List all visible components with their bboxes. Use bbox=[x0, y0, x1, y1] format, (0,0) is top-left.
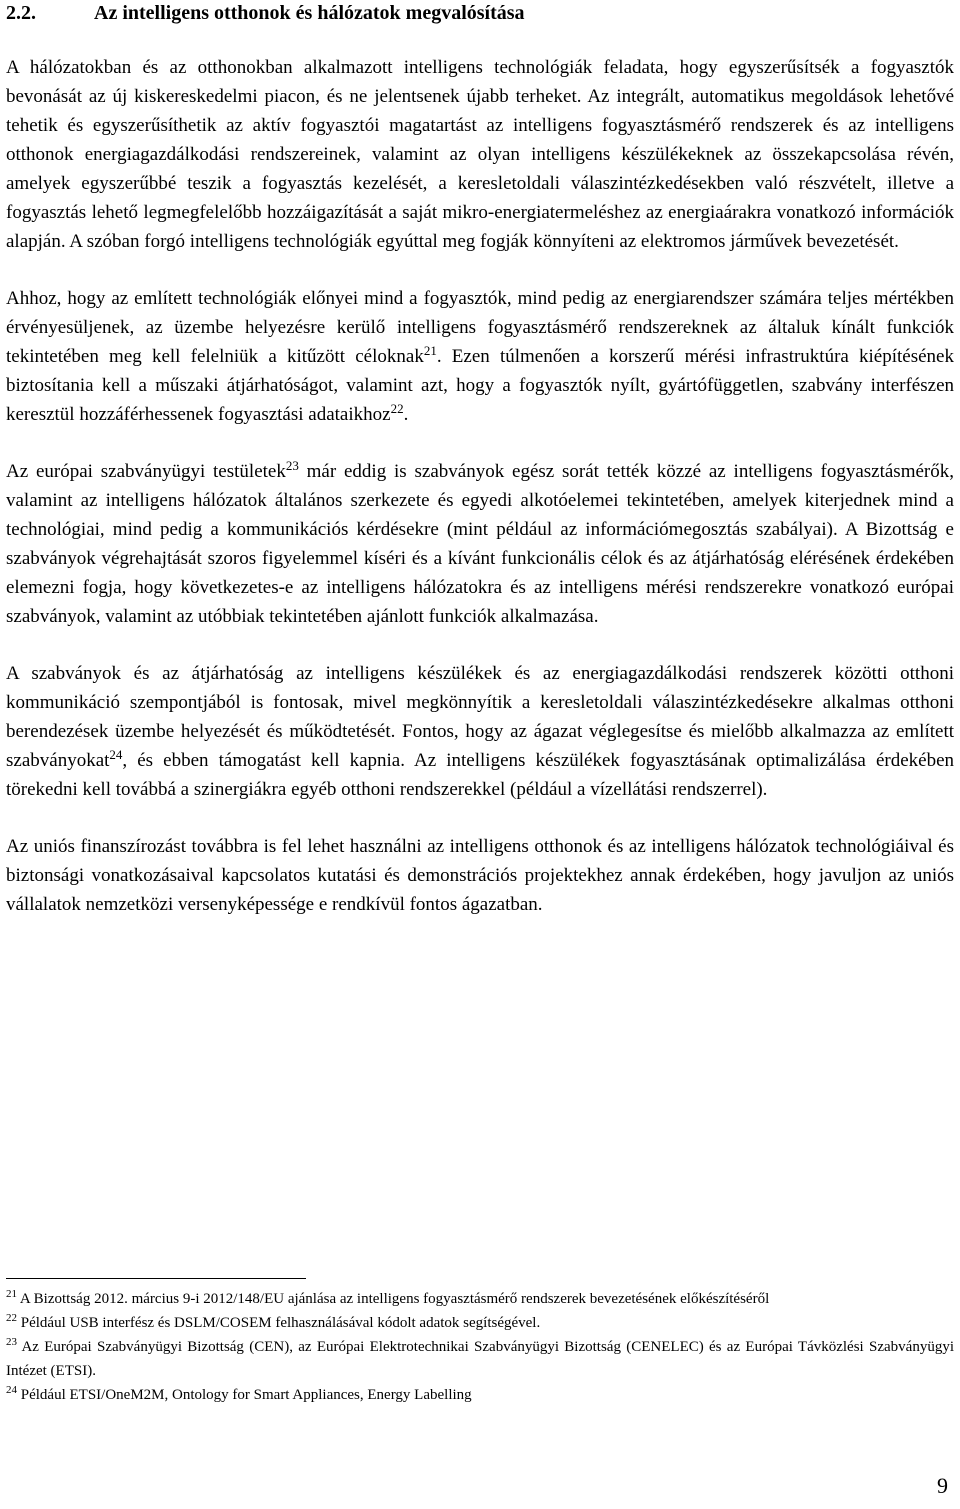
paragraph-2-text-b: . Ezen túlmenően a korszerű mérési infrastruktúra kiépítésének biztosítania kell a műszaki átjárhatóságot, valamint azt, hogy a fogyasztók nyílt, gyártófüggetlen, szabvány interfészen keresztül hozzáférhessenek fogyasztási adataikhoz bbox=[6, 346, 954, 425]
footnote-24 bbox=[6, 1383, 954, 1407]
paragraph-3-text-a: Az európai szabványügyi testületek bbox=[6, 461, 286, 482]
footnote-text: Például ETSI/OneM2M, Ontology for Smart Appliances, Energy Labelling bbox=[17, 1387, 472, 1403]
footnote-22 bbox=[6, 1311, 954, 1335]
section-title: Az intelligens otthonok és hálózatok megvalósítása bbox=[94, 2, 525, 24]
footnote-text: Az Európai Szabványügyi Bizottság (CEN), az Európai Elektrotechnikai Szabványügyi Bizottság (CENELEC) és az Európai Távközlési Szabványügyi Intézet (ETSI). bbox=[6, 1339, 954, 1379]
footnote-21 bbox=[6, 1287, 954, 1311]
paragraph-2-text-a: Ahhoz, hogy az említett technológiák előnyei mind a fogyasztók, mind pedig az energiarendszer számára teljes mértékben érvényesüljenek, az üzembe helyezésre kerülő intelligens fogyasztásmérő rendszereknek az általuk kínált funkciók tekintetében meg kell felelniük a kitűzött céloknak bbox=[6, 288, 954, 367]
section-number: 2.2. bbox=[6, 2, 36, 24]
paragraph-4-text-a: A szabványok és az átjárhatóság az intelligens készülékek és az energiagazdálkodási rendszerek közötti otthoni kommunikáció szempontjából is fontosak, mivel megkönnyítik a keresletoldali válaszintézkedésekre alkalmas otthoni berendezések üzembe helyezését és működtetését. Fontos, hogy az ágazat véglegesítse és mielőbb alkalmazza az említett szabványokat bbox=[6, 663, 954, 771]
paragraph-1: A hálózatokban és az otthonokban alkalmazott intelligens technológiák feladata, hogy egyszerűsítsék a fogyasztók bevonását az új kiskereskedelmi piacon, és ne jelentsenek újabb terheket. Az integrált, automatikus megoldások lehetővé tehetik és egyszerűsíthetik az aktív fogyasztói magatartást az intelligens fogyasztásmérő rendszerek és az intelligens otthonok energiagazdálkodási rendszereinek, valamint az olyan intelligens készülékeknek az összekapcsolása révén, amelyek egyszerűbbé teszik a fogyasztás kezelését, a keresletoldali válaszintézkedésekben való részvételt, illetve a fogyasztás lehető legmegfelelőbb hozzáigazítását a saját mikro-energiatermeléshez az energiaárakra vonatkozó információk alapján. A szóban forgó intelligens technológiák egyúttal meg fogják könnyíteni az elektromos járművek bevezetését. bbox=[6, 57, 954, 252]
footnote-ref-24[interactable]: 24 bbox=[109, 747, 123, 762]
footnote-number: 23 bbox=[6, 1336, 17, 1348]
footnote-number: 24 bbox=[6, 1384, 17, 1396]
paragraph-2-text-c: . bbox=[403, 404, 409, 425]
footnote-number: 21 bbox=[6, 1288, 17, 1300]
paragraph-2 bbox=[6, 284, 954, 429]
paragraph-4 bbox=[6, 659, 954, 804]
paragraph-3-text-b: már eddig is szabványok egész sorát tették közzé az intelligens fogyasztásmérők, valamint az intelligens hálózatok általános szerkezete és egyedi alkotóelemei tekintetében, amelyek kiterjednek mind a technológiai, mind pedig a kommunikációs kérdésekre (mint például az információmegosztás szabályai). A Bizottság e szabványok végrehajtását szoros figyelemmel kíséri és a kívánt funkcionális célok és az átjárhatóság elérésének érdekében elemezni fogja, hogy következetes-e az intelligens hálózatokra és az intelligens mérési rendszerekre vonatkozó európai szabványok, valamint az utóbbiak tekintetében ajánlott funkciók alkalmazása. bbox=[6, 461, 954, 627]
footnote-ref-23[interactable]: 23 bbox=[285, 458, 299, 473]
section-heading bbox=[6, 0, 954, 26]
paragraph-5: Az uniós finanszírozást továbbra is fel lehet használni az intelligens otthonok és az intelligens hálózatok technológiáival és biztonsági vonatkozásaival kapcsolatos kutatási és demonstrációs projektekhez annak érdekében, hogy javuljon az uniós vállalatok nemzetközi versenyképessége e rendkívül fontos ágazatban. bbox=[6, 836, 954, 915]
paragraph-3 bbox=[6, 457, 954, 631]
paragraph-4-text-b: , és ebben támogatást kell kapnia. Az intelligens készülékek fogyasztásának optimalizálása érdekében törekedni kell továbbá a szinergiákra egyéb otthoni rendszerekkel (például a vízellátási rendszerrel). bbox=[6, 750, 954, 800]
footnote-ref-21[interactable]: 21 bbox=[423, 343, 437, 358]
footnote-number: 22 bbox=[6, 1312, 17, 1324]
footnote-text: Például USB interfész és DSLM/COSEM felhasználásával kódolt adatok segítségével. bbox=[17, 1315, 541, 1331]
footnote-divider bbox=[6, 1278, 306, 1279]
footnote-23 bbox=[6, 1335, 954, 1383]
footnotes bbox=[6, 1287, 954, 1407]
document-page bbox=[6, 0, 954, 1509]
footnote-text: A Bizottság 2012. március 9-i 2012/148/EU ajánlása az intelligens fogyasztásmérő rendszerek bevezetésének előkészítéséről bbox=[17, 1291, 770, 1307]
footnote-ref-22[interactable]: 22 bbox=[390, 401, 404, 416]
page-number: 9 bbox=[937, 1473, 948, 1498]
